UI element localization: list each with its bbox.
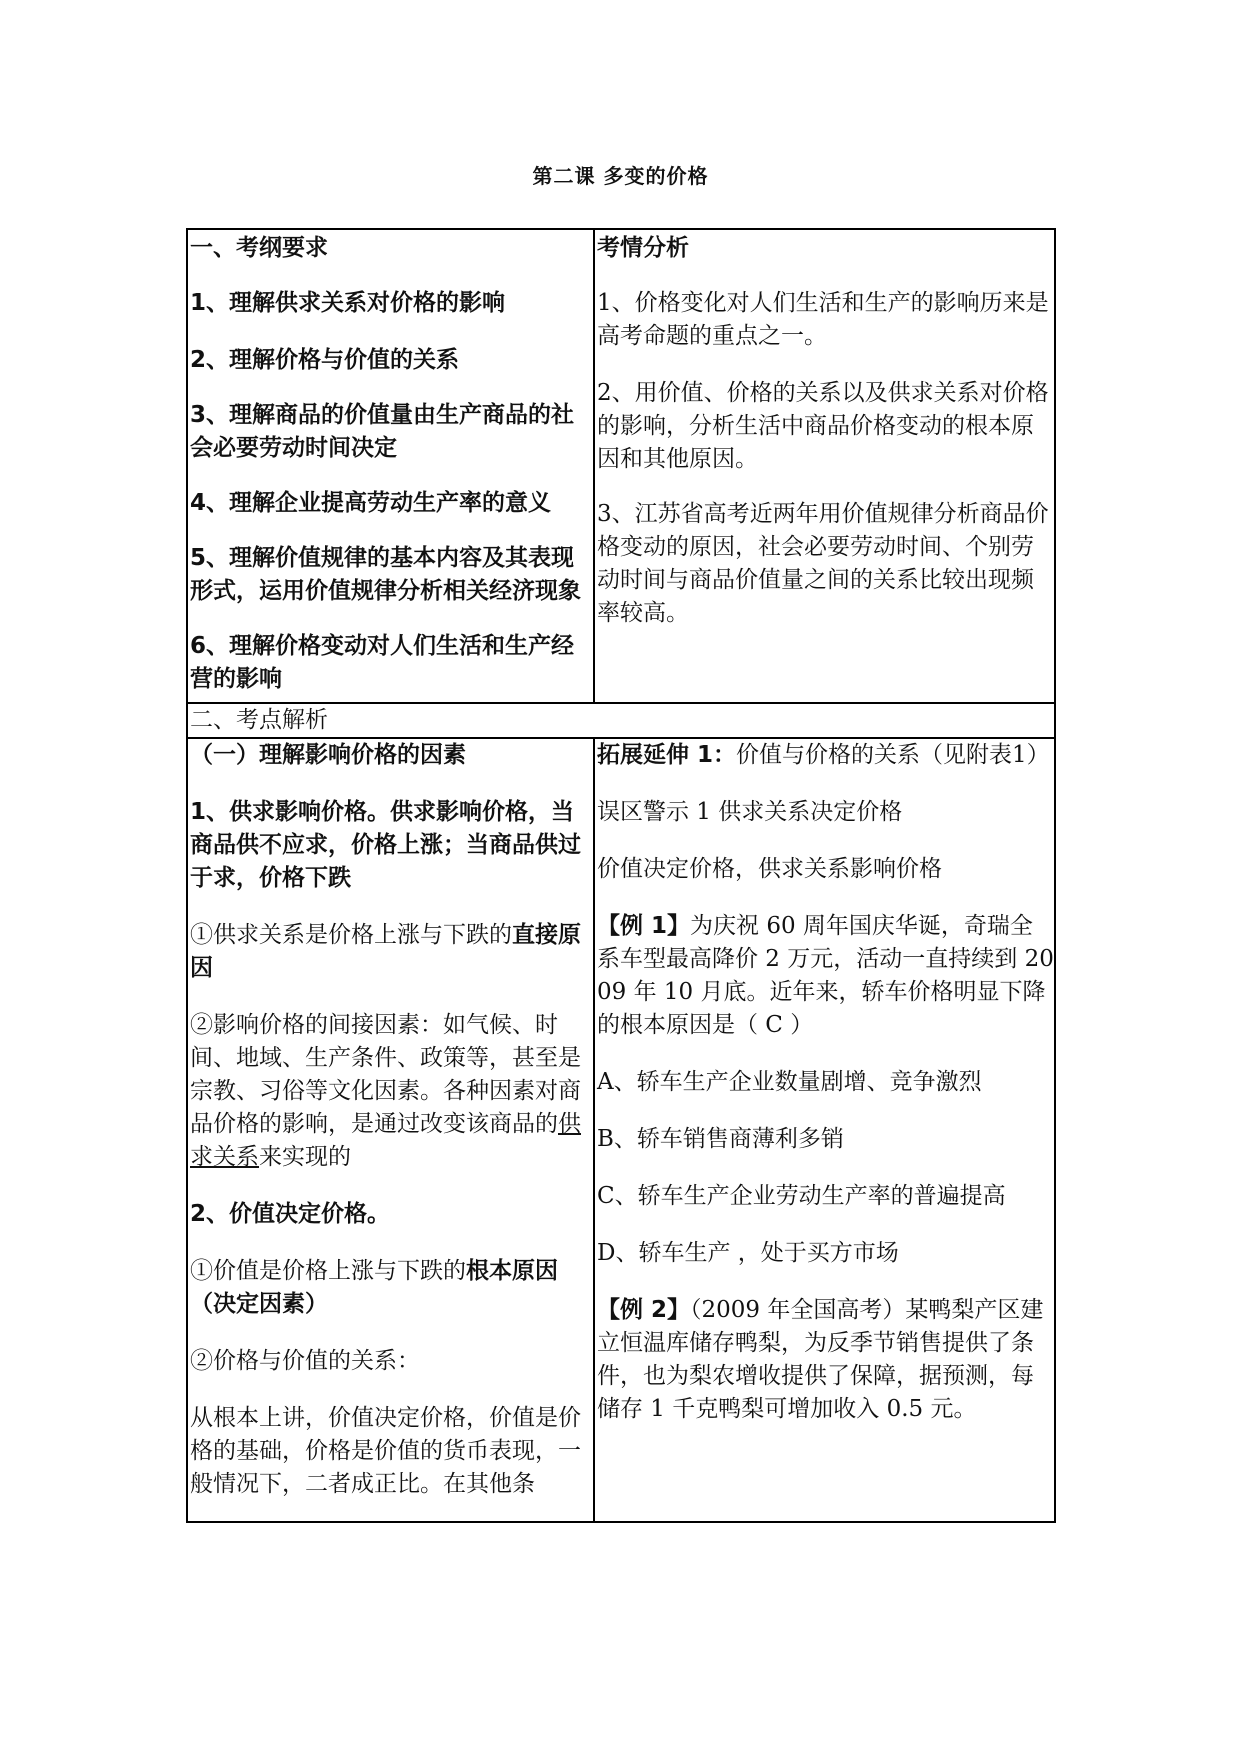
- root-cause-paragraph: [190, 1255, 593, 1321]
- extension-label: 拓展延伸 1：: [597, 742, 737, 768]
- table-row: [187, 229, 1055, 703]
- table-row: [187, 738, 1055, 1522]
- table-row: [187, 703, 1055, 738]
- supply-demand-paragraph: 1、供求影响价格。供求影响价格，当商品供不应求，价格上涨；当商品供过于求，价格下跌: [190, 799, 581, 891]
- analysis-right-cell: [594, 738, 1055, 1522]
- option-d: D、轿车生产 ，处于买方市场: [597, 1240, 899, 1266]
- relation-explanation: 从根本上讲，价值决定价格，价值是价格的基础，价格是价值的货币表现，一般情况下，二者成正比。在其他条: [190, 1405, 581, 1497]
- direct-cause-emphasis: 直接原因: [190, 922, 581, 981]
- syllabus-item: 3、理解商品的价值量由生产商品的社会必要劳动时间决定: [190, 402, 575, 461]
- analysis-heading: 考情分析: [597, 235, 689, 261]
- supply-demand-underline: 供求关系: [190, 1111, 581, 1170]
- extension-paragraph: [597, 739, 1054, 772]
- syllabus-item: 5、理解价值规律的基本内容及其表现形式，运用价值规律分析相关经济现象: [190, 545, 581, 604]
- root-cause-text: ①价值是价格上涨与下跌的: [190, 1258, 466, 1284]
- syllabus-item: 1、理解供求关系对价格的影响: [190, 290, 506, 316]
- syllabus-item: 4、理解企业提高劳动生产率的意义: [190, 490, 552, 516]
- price-value-relation: ②价格与价值的关系：: [190, 1348, 420, 1374]
- example-2-text: （2009 年全国高考）某鸭梨产区建立恒温库储存鸭梨，为反季节销售提供了条件，也为梨农增收提供了保障，据预测，每储存 1 千克鸭梨可增加收入 0.5 元。: [597, 1297, 1044, 1422]
- syllabus-item: 6、理解价格变动对人们生活和生产经营的影响: [190, 633, 575, 692]
- direct-cause-text: ①供求关系是价格上涨与下跌的: [190, 922, 512, 948]
- example-2-label: 【例 2】: [597, 1297, 691, 1323]
- syllabus-item: 2、理解价格与价值的关系: [190, 347, 460, 373]
- option-a: A、轿车生产企业数量剧增、竞争激烈: [597, 1069, 982, 1095]
- warning-heading: 误区警示 1 供求关系决定价格: [597, 799, 903, 825]
- indirect-factors-tail: 来实现的: [259, 1144, 351, 1170]
- example-1-label: 【例 1】: [597, 913, 691, 939]
- syllabus-heading: 一、考纲要求: [190, 235, 328, 261]
- section-heading: 二、考点解析: [190, 707, 328, 733]
- analysis-item: 2、用价值、价格的关系以及供求关系对价格的影响，分析生活中商品价格变动的根本原因和其他原因。: [597, 380, 1049, 472]
- warning-text: 价值决定价格，供求关系影响价格: [597, 856, 942, 882]
- option-c: C、轿车生产企业劳动生产率的普遍提高: [597, 1183, 1006, 1209]
- analysis-cell: [594, 229, 1055, 703]
- indirect-factors-text: ②影响价格的间接因素：如气候、时间、地域、生产条件、政策等，甚至是宗教、习俗等文化因素。各种因素对商品价格的影响，是通过改变该商品的: [190, 1012, 581, 1137]
- example-1: [597, 910, 1054, 1042]
- option-b: B、轿车销售商薄利多销: [597, 1126, 844, 1152]
- syllabus-cell: [187, 229, 594, 703]
- indirect-factors-paragraph: [190, 1009, 593, 1174]
- section-heading-cell: [187, 703, 1055, 738]
- extension-text: 价值与价格的关系（见附表1）: [736, 742, 1050, 768]
- outline-table: [186, 228, 1056, 1523]
- analysis-item: 1、价格变化对人们生活和生产的影响历来是高考命题的重点之一。: [597, 290, 1049, 349]
- example-2: [597, 1294, 1054, 1426]
- sub-heading: （一）理解影响价格的因素: [190, 742, 466, 768]
- root-cause-emphasis: 根本原因（决定因素）: [190, 1258, 558, 1317]
- example-1-text: 为庆祝 60 周年国庆华诞，奇瑞全系车型最高降价 2 万元，活动一直持续到 2009 年 10 月底。近年来，轿车价格明显下降的根本原因是（ C ）: [597, 913, 1054, 1038]
- analysis-left-cell: [187, 738, 594, 1522]
- analysis-item: 3、江苏省高考近两年用价值规律分析商品价格变动的原因，社会必要劳动时间、个别劳动时间与商品价值量之间的关系比较出现频率较高。: [597, 501, 1049, 626]
- page-title: 第二课 多变的价格: [532, 164, 709, 188]
- direct-cause-paragraph: [190, 919, 593, 985]
- value-determines-price: 2、价值决定价格。: [190, 1201, 391, 1227]
